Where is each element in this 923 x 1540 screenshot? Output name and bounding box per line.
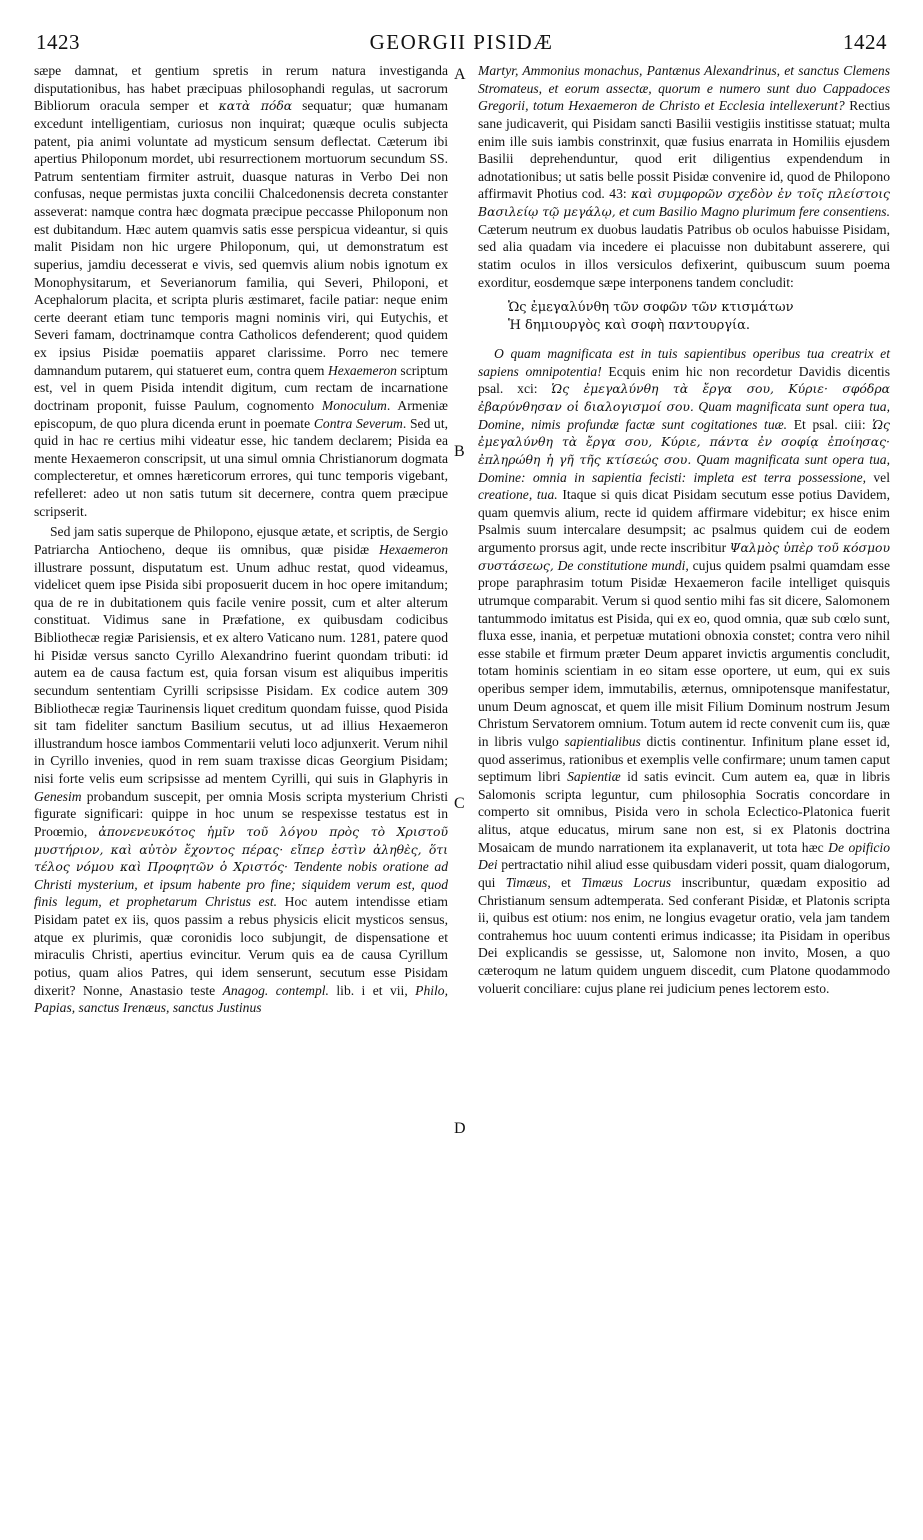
right-column bbox=[478, 62, 890, 997]
running-title: GEORGII PISIDÆ bbox=[369, 30, 554, 54]
greek-verse bbox=[508, 299, 890, 335]
section-marker-d: D bbox=[454, 1120, 466, 1137]
verse-line-1: Ὡς ἐμεγαλύνθη τῶν σοφῶν τῶν κτισμάτων bbox=[508, 300, 794, 316]
right-paragraph-1: Martyr, Ammonius monachus, Pantænus Alexandrinus, et sanctus Clemens Stromateus, et eorum assectæ, quorum e numero sunt duo Cappadoces Gregorii, totum Hexaemeron de Christo et Ecclesia intellexerunt? Rectius sane judicaverit, qui Pisidam sancti Basilii vestigiis institisse statuat; multa enim ille suis iambis constrinxit, quæ fusius enarrata in Homiliis ejusdem Basilii deprehenduntur, quod erit diligentius expendendum in adnotationibus; ut satis belle possit Pisidæ convenire id, quod de Philopono affirmavit Photius cod. 43: καὶ συμφορῶν σχεδὸν ἐν τοῖς πλείστοις Βασιλείῳ τῷ μεγάλῳ, et cum Basilio Magno plurimum fere consentiens. Cæterum neutrum ex duobus laudatis Patribus ob oculos habuisse Pisidam, sed alia quadam via incedere ei placuisse non dubitabunt asserere, qui statim oculos in illos versiculos defixerint, quibuscum suum poema exorditur, eosdemque sæpe interponens tandem concludit: bbox=[478, 63, 890, 290]
section-marker-b: B bbox=[454, 443, 465, 460]
section-marker-a: A bbox=[454, 66, 466, 83]
right-column-number: 1424 bbox=[843, 30, 887, 54]
verse-line-2: Ἡ δημιουργὸς καὶ σοφὴ παντουργία. bbox=[508, 318, 750, 334]
section-marker-c: C bbox=[454, 795, 465, 812]
right-paragraph-2: O quam magnificata est in tuis sapientibus operibus tua creatrix et sapiens omnipotentia! Ecquis enim hic non recordetur Davidis dicentis psal. xci: Ὡς ἐμεγαλύνθη τὰ ἔργα σου, Κύριε· σφόδρα ἐβαρύνθησαν οἱ διαλογισμοί σου. Quam magnificata sunt opera tua, Domine, nimis profundæ factæ sunt cogitationes tuæ. Et psal. ciii: Ὡς ἐμεγαλύνθη τὰ ἔργα σου, Κύριε, πάντα ἐν σοφίᾳ ἐποίησας· ἐπληρώθη ἡ γῆ τῆς κτίσεώς σου. Quam magnificata sunt opera tua, Domine: omnia in sapientia fecisti: impleta est terra possessione, vel creatione, tua. Itaque si quis dicat Pisidam secutum esse potius Davidem, quam quemvis alium, recte id quidem affirmare videbitur; ex hisce enim Psalmis suum intercalare desumpsit; ac psalmus quidem cui de eodem argumento prorsus agit, unde recte inscribitur Ψαλμὸς ὑπὲρ τοῦ κόσμου συστάσεως, De constitutione mundi, cujus quidem psalmi quamdam esse prope paraphrasim totum Pisidæ Hexaemeron facile intelliget quisquis utrumque comparabit. Verum si quod sentio mihi fas sit dicere, Salomonem tantummodo imitatus est Pisida, qui ex eo, quod omnia, quæ sub cœlo sunt, fluxa esse, inania, et perpetuæ mutationi obnoxia constet; contra vero nihil esse stabile et firmum præter Deum apparet invictis argumentis concludit, totam hominis scientiam in eo sitam esse oportere, ut eum, qui ex suis operibus semper idem, immutabilis, æternus, omnipotensque manifestatur, unum Deum agnoscat, et quem ille misit Filium Dominum nostrum Jesum Christum Servatorem omnium. Totum autem id recte convenit cum iis, quæ in libris vulgo sapientialibus dictis continentur. Infinitum plane esset id, quod asserimus, rationibus et exemplis velle confirmare; unum tamen caput septimum libri Sapientiæ id satis evincit. Cum autem ea, quæ in libris Salomonis scripta leguntur, cum philosophia Socratis concordare in comperto sit omnibus, Pisida vero in schola Eclectico-Platonica fuerit alitus, atque educatus, mirum sane non est, si ex Platonis doctrina Mosaicam de mundo narrationem ita explanaverit, ut tota hæc De opificio Dei pertractatio nihil aliud esse quibusdam videri possit, quam dialogorum, qui Timæus, et Timæus Locrus inscribuntur, quædam expositio ad Christianum sensum adtemperata. Sed conferant Pisidæ, et Platonis scripta ii, quibus est otium: nos enim, ne longius evagetur oratio, vela jam tandem contrahemus hoc uuum contenti erimus indicasse; ita Pisidam in operibus Dei explicandis se gessisse, ut, Salomone non invito, Mosen, a quo cæteroqum ne latum quidem unguem discedit, cum Platone quodammodo voluerit conciliare: cujus plane rei judicium penes lectorem esto. bbox=[478, 346, 891, 996]
left-paragraph-2: Sed jam satis superque de Philopono, ejusque ætate, et scriptis, de Sergio Patriarcha Antiocheno, deque iis omnibus, quæ pisidæ Hexaemeron illustrare possunt, disputatum est. Unum adhuc restat, quod videamus, videlicet quem ipse Pisida sibi proposuerit ducem in hoc opere imitandum; qua de re in dubitationem quis facile venire possit, cum et alter alterum constituat. Vidimus sane in Præfatione, ex quibusdam codicibus Bibliothecæ regiæ Parisiensis, et ex altero Vaticano num. 1281, patere quod hi Pisidæ versus sancto Cyrillo Alexandrino fuerint quondam tributi: id autem ea de causa factum est, quia forsan visum est aliquibus imperitis secundum sententiam Cyrilli scripsisse Pisidam. Ex codice autem 309 Bibliothecæ regiæ Taurinensis liquet creditum quondam fuisse, quod Pisida sit tam fideliter sanctum Basilium secutus, ut ad illius Hexaemeron illustrandum hosce iambos Commentarii veluti loco adjunxerit. Verum nihil in Cyrillo invenies, quod in rem suam traxisse dicas Georgium Pisidam; nisi forte velis eum scripsisse ad mentem Cyrilli, qui suis in Glaphyris in Genesim probandum suscepit, per omnia Mosis scripta mysterium Christi figurate significari: quippe in hoc unum se respexisse testatus est in Proœmio, ἀπονενευκότος ἡμῖν τοῦ λόγου πρὸς τὸ Χριστοῦ μυστήριον, καὶ αὐτὸν ἔχοντος πέρας· εἴπερ ἐστὶν ἀληθὲς, ὅτι τέλος νόμου καὶ Προφητῶν ὁ Χριστός· Tendente nobis oratione ad Christi mysterium, et ipsum habente pro fine; siquidem verum est, quod finis legum, et prophetarum Christus est. Hoc autem intendisse etiam Pisidam patet ex iis, quos passim a rebus physicis elicit mysticos sensus, atque ex plurimis, quæ coronidis loco subjungit, de dispensatione et miraculis Christi, apertius evincitur. Verum quis ea de causa Cyrillum potius, quam alios Patres, qui idem senserunt, secutum esse Pisidam dixerit? Nonne, Anastasio teste Anagog. contempl. lib. i et vii, Philo, Papias, sanctus Irenæus, sanctus Justinus bbox=[34, 524, 449, 1016]
left-paragraph-1: sæpe damnat, et gentium spretis in rerum natura investiganda disputationibus, has habet præcipuas philosophandi regulas, ut sacrorum Bibliorum oracula semper et κατὰ πόδα sequatur; quæ humanam excedunt intelligentiam, curiosus non inquirat; quæque oculis subjecta patent, pia animi voluntate ad mysticum sensum deflectat. Cæterum ibi apertius Philoponum mordet, ubi resurrectionem mortuorum secundum SS. Patrum sententiam firmiter astruit, duasque naturas in Verbo Dei non confusas, neque permistas juxta concilii Chalcedonensis decreta constanter asseverat: namque contra hæc dogmata præcipue peccasse Philoponum non est dubitandum. Hæc autem quamvis satis esse perspicua videantur, si quis malit Pisidam non hic urgere Philoponum, qui, ut demonstratum est superius, jamdiu decesserat e vivis, sed quemvis alium nobis ignotum ex Monophysitarum, et Severianorum familia, qui Severi, Philoponi, et Acephalorum placita, et scripta pluris æstimaret, facile patiar: neque enim certe deerant etiam tunc temporis magni nominis viri, qui Eutychis, et Severi famam, doctrinamque contra Catholicos defenderent; quod quidem ex ipsius Pisidæ poematiis apparet clarissime. Porro nec temere damnandum putarem, qui statueret eum, contra quem Hexaemeron scriptum est, vel in quem Pisida intendit digitum, cum rectam de incarnatione doctrinam proponit, fuisse Paulum, cognomento Monoculum. Armeniæ episcopum, de quo plura dicenda erunt in poemate Contra Severum. Sed ut, quid in hac re certius mihi videatur esse, hic tandem declarem; Pisida ea mente Hexaemeron conscripsit, ut una simul omnia Christianorum dogmata complecteretur, et omnes hæreticorum errores, qui tunc temporis vigebant, refelleret: adeo ut non satis tutum sit decernere, contra quem præcipue scripserit. bbox=[34, 63, 449, 519]
page-header bbox=[36, 30, 887, 56]
left-column bbox=[34, 62, 448, 1017]
left-column-number: 1423 bbox=[36, 30, 80, 54]
